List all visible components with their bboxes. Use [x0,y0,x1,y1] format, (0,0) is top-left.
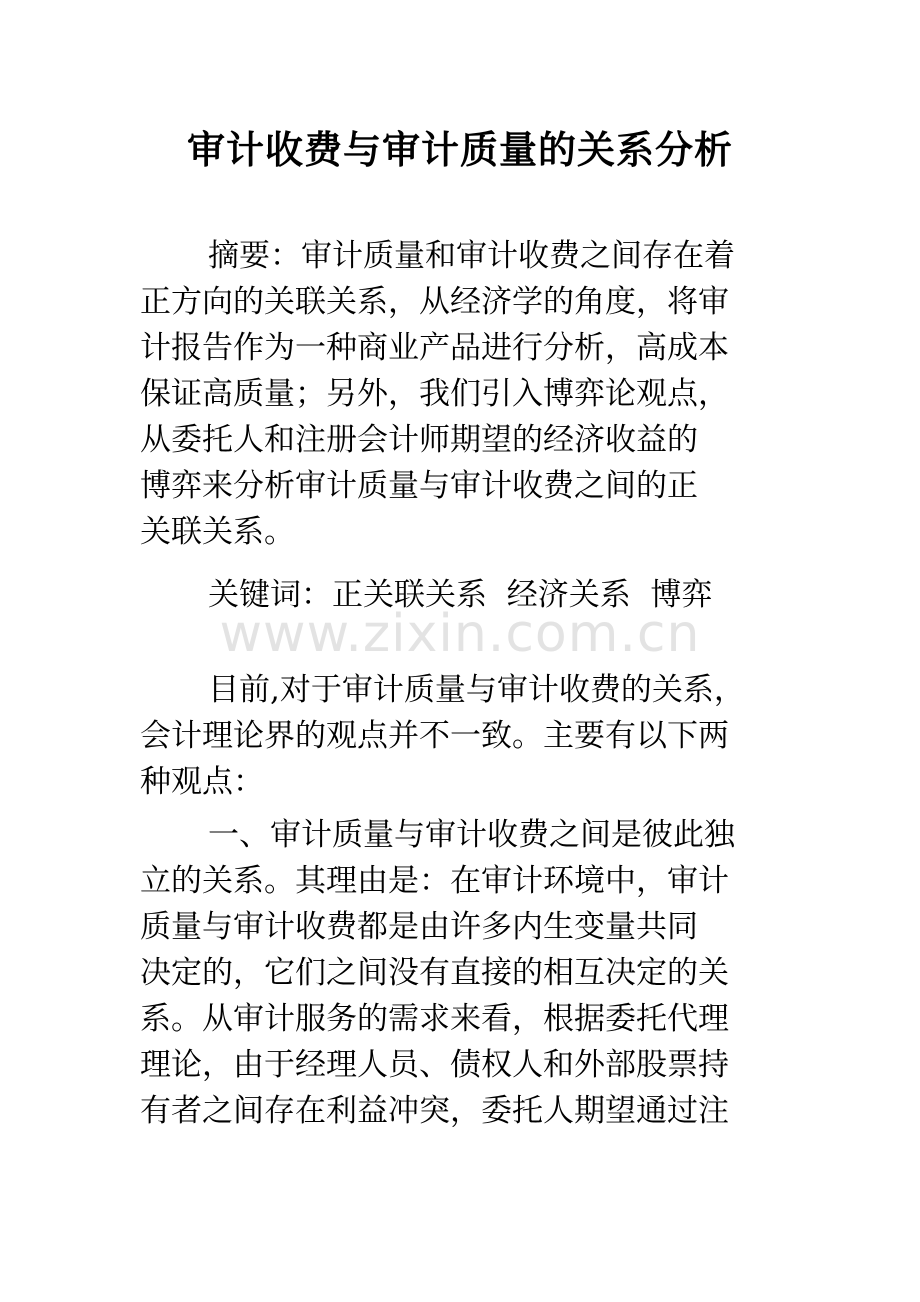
abstract-line: 关联关系。 [140,514,295,550]
watermark-text: www.zixin.com.cn [219,604,701,664]
point-one-paragraph [140,812,790,1134]
point-one-line: 系。从审计服务的需求来看，根据委托代理 [140,1001,729,1037]
intro-line: 目前,对于审计质量与审计收费的关系， [208,672,745,708]
abstract-paragraph [140,233,790,555]
point-one-line: 一、审计质量与审计收费之间是彼此独 [208,817,735,853]
abstract-line: 博弈来分析审计质量与审计收费之间的正 [140,468,698,504]
document-title: 审计收费与审计质量的关系分析 [186,128,733,172]
abstract-line: 计报告作为一种商业产品进行分析，高成本 [140,330,729,366]
point-one-line: 理论，由于经理人员、债权人和外部股票持 [140,1047,729,1083]
point-one-line: 立的关系。其理由是：在审计环境中，审计 [140,863,729,899]
point-one-line: 质量与审计收费都是由许多内生变量共同 [140,909,698,945]
keywords-line: 关键词：正关联关系 经济关系 博弈 [208,577,713,613]
point-one-line: 有者之间存在利益冲突，委托人期望通过注 [140,1093,729,1129]
intro-line: 种观点： [140,764,264,800]
abstract-line: 保证高质量；另外，我们引入博弈论观点， [140,376,729,412]
intro-line: 会计理论界的观点并不一致。主要有以下两 [140,718,729,754]
abstract-line: 从委托人和注册会计师期望的经济收益的 [140,422,698,458]
abstract-line: 正方向的关联关系，从经济学的角度，将审 [140,284,729,320]
intro-paragraph [140,667,790,805]
point-one-line: 决定的，它们之间没有直接的相互决定的关 [140,955,729,991]
abstract-line: 摘要：审计质量和审计收费之间存在着 [208,238,735,274]
